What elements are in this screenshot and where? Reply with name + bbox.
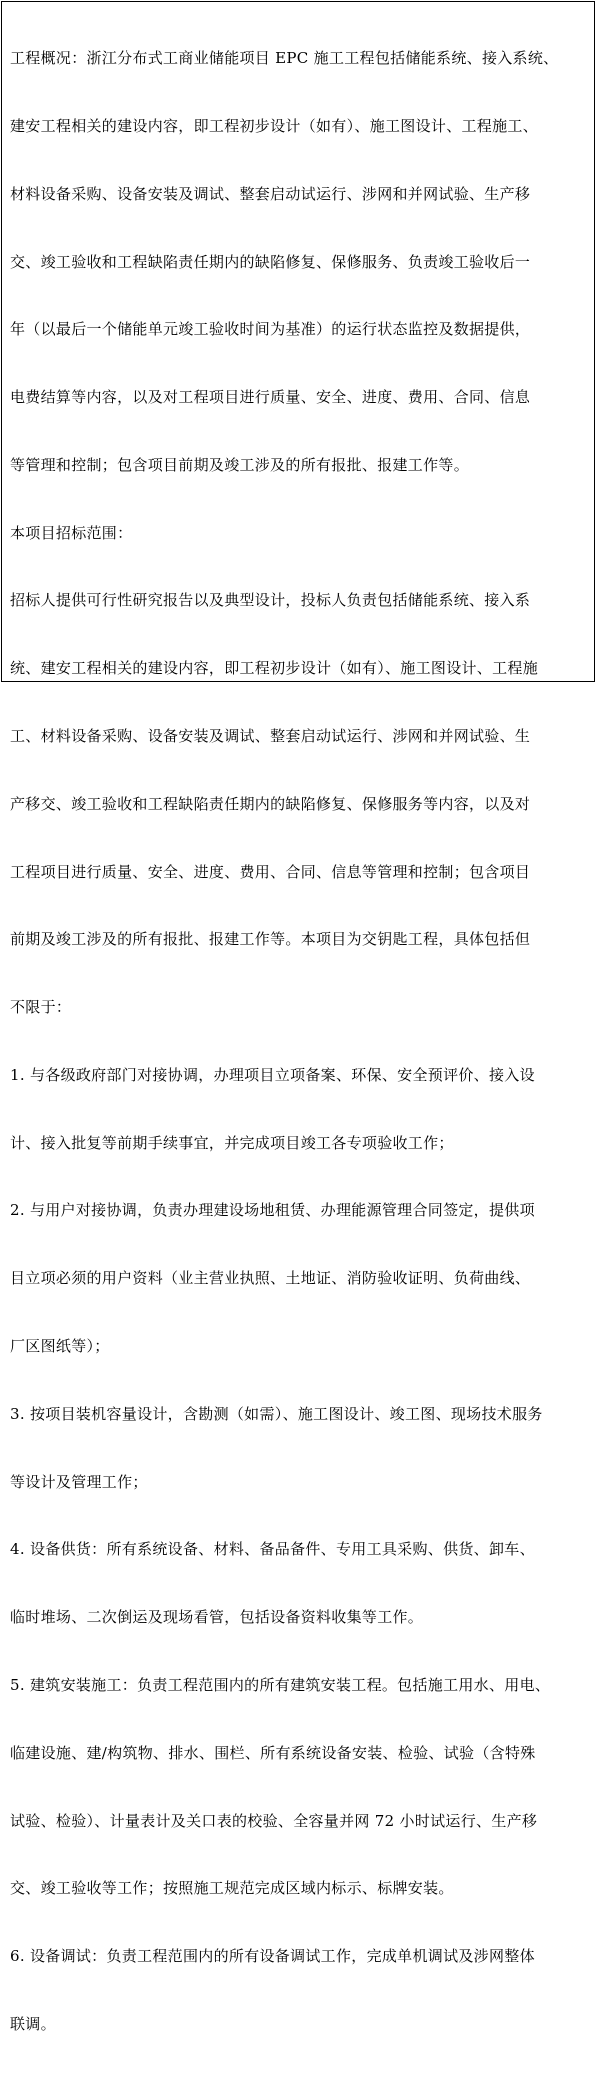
list-item: 联调。 xyxy=(10,2014,56,2033)
text-line: 前期及竣工涉及的所有报批、报建工作等。本项目为交钥匙工程，具体包括但 xyxy=(10,930,531,949)
section-heading: 本项目招标范围： xyxy=(10,523,133,542)
text-line: 工程概况：浙江分布式工商业储能项目 EPC 施工工程包括储能系统、接入系统、 xyxy=(10,49,559,68)
document-frame xyxy=(1,1,595,2033)
list-item: 6. 设备调试：负责工程范围内的所有设备调试工作，完成单机调试及涉网整体 xyxy=(10,1947,535,1966)
list-item: 目立项必须的用户资料（业主营业执照、土地证、消防验收证明、负荷曲线、 xyxy=(10,1269,531,1288)
list-item: 交、竣工验收等工作；按照施工规范完成区域内标示、标牌安装。 xyxy=(10,1879,454,1898)
document-body xyxy=(10,2,594,2081)
list-item: 3. 按项目装机容量设计，含勘测（如需）、施工图设计、竣工图、现场技术服务 xyxy=(10,1404,543,1423)
list-item: 等设计及管理工作； xyxy=(10,1472,148,1491)
text-line: 不限于： xyxy=(10,998,72,1017)
list-item: 临建设施、建/构筑物、排水、围栏、所有系统设备安装、检验、试验（含特殊 xyxy=(10,1743,536,1762)
text-line: 材料设备采购、设备安装及调试、整套启动试运行、涉网和并网试验、生产移 xyxy=(10,184,531,203)
text-line: 电费结算等内容，以及对工程项目进行质量、安全、进度、费用、合同、信息 xyxy=(10,388,531,407)
list-item: 厂区图纸等）； xyxy=(10,1337,110,1356)
list-item: 4. 设备供货：所有系统设备、材料、备品备件、专用工具采购、供货、卸车、 xyxy=(10,1540,535,1559)
list-item: 2. 与用户对接协调，负责办理建设场地租赁、办理能源管理合同签定，提供项 xyxy=(10,1201,535,1220)
text-line: 年（以最后一个储能单元竣工验收时间为基准）的运行状态监控及数据提供， xyxy=(10,320,531,339)
text-line: 招标人提供可行性研究报告以及典型设计，投标人负责包括储能系统、接入系 xyxy=(10,591,531,610)
text-line: 工程项目进行质量、安全、进度、费用、合同、信息等管理和控制；包含项目 xyxy=(10,862,531,881)
text-line: 统、建安工程相关的建设内容，即工程初步设计（如有）、施工图设计、工程施 xyxy=(10,659,539,678)
text-line: 产移交、竣工验收和工程缺陷责任期内的缺陷修复、保修服务等内容，以及对 xyxy=(10,794,531,813)
list-item: 1. 与各级政府部门对接协调，办理项目立项备案、环保、安全预评价、接入设 xyxy=(10,1065,535,1084)
list-item: 5. 建筑安装施工：负责工程范围内的所有建筑安装工程。包括施工用水、用电、 xyxy=(10,1675,551,1694)
list-item: 临时堆场、二次倒运及现场看管，包括设备资料收集等工作。 xyxy=(10,1608,424,1627)
text-line: 建安工程相关的建设内容，即工程初步设计（如有）、施工图设计、工程施工、 xyxy=(10,116,539,135)
text-line: 交、竣工验收和工程缺陷责任期内的缺陷修复、保修服务、负责竣工验收后一 xyxy=(10,252,531,271)
text-line: 等管理和控制；包含项目前期及竣工涉及的所有报批、报建工作等。 xyxy=(10,455,470,474)
list-item: 计、接入批复等前期手续事宜，并完成项目竣工各专项验收工作； xyxy=(10,1133,454,1152)
text-line: 工、材料设备采购、设备安装及调试、整套启动试运行、涉网和并网试验、生 xyxy=(10,727,531,745)
list-item: 试验、检验）、计量表计及关口表的校验、全容量并网 72 小时试运行、生产移 xyxy=(10,1811,538,1830)
